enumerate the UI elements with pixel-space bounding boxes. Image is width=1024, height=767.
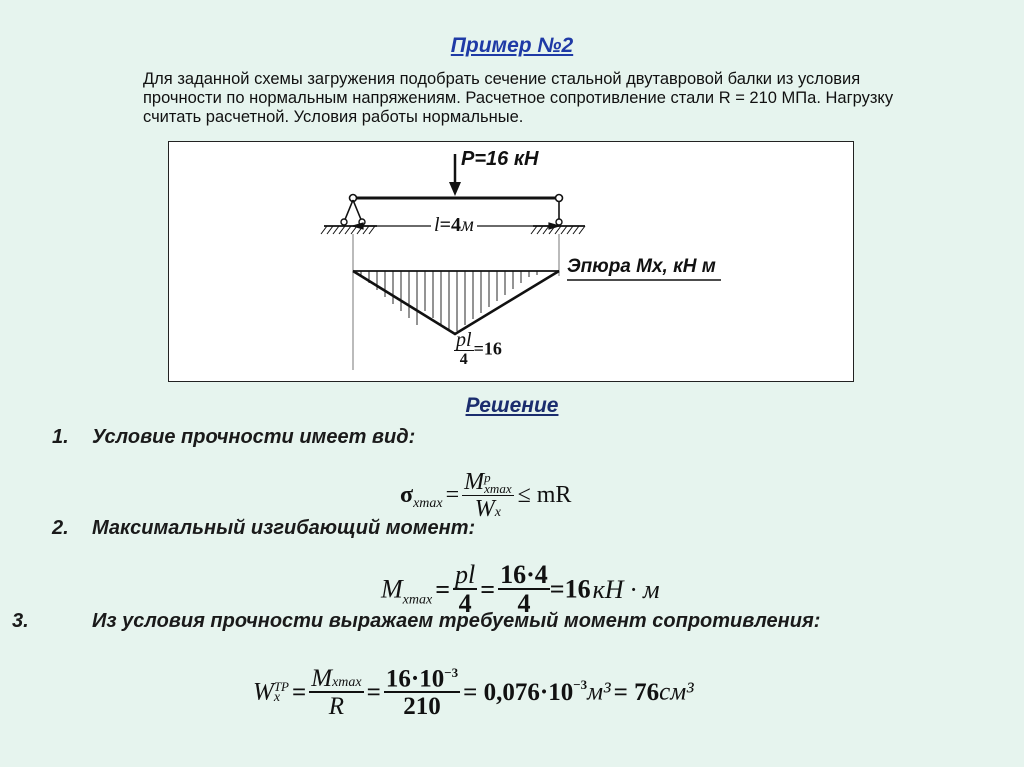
span-value: 4 — [450, 214, 461, 236]
solution-heading: Решение — [465, 394, 559, 417]
f3-unit3: м³ — [587, 678, 611, 706]
sigma-sub: xmax — [413, 496, 443, 512]
step-2-num: 2. — [52, 517, 69, 539]
formula-strength-condition — [400, 470, 571, 521]
f3-unit4: см³ — [659, 678, 694, 706]
epure-label: Эпюра Mx, кН м — [567, 256, 716, 277]
f3-sup: ТР — [273, 678, 289, 694]
f3-W: W — [253, 678, 274, 706]
step-2-text: Максимальный изгибающий момент: — [92, 517, 476, 539]
step-3-num: 3. — [12, 610, 29, 632]
f2-d2: 4 — [517, 589, 531, 618]
beam-diagram — [168, 141, 854, 382]
f2-d1: 4 — [458, 589, 472, 618]
f1-num-sup: p — [484, 469, 491, 485]
f3-eq3: = 0,076·10 — [463, 678, 574, 706]
f3-d2: 210 — [403, 693, 441, 721]
step-3-text: Из условия прочности выражаем требуемый момент сопротивления: — [92, 610, 821, 632]
step-1 — [52, 422, 952, 452]
f3-exp3: −3 — [573, 677, 588, 693]
formula-required-modulus — [253, 666, 694, 719]
load-arrow — [449, 154, 461, 196]
f3-n1-M: M — [311, 665, 333, 693]
max-num: pl — [456, 329, 472, 351]
f2-n1: pl — [455, 560, 476, 589]
f3-eq2: = — [366, 678, 381, 706]
f2-eq1: = — [435, 574, 451, 604]
f2-eq2: = — [480, 574, 496, 604]
max-moment-label — [454, 330, 502, 368]
f2-eq3: =16 — [549, 574, 591, 604]
f1-den-W: W — [474, 496, 495, 523]
max-value: =16 — [473, 338, 502, 359]
left-support — [321, 195, 377, 235]
f3-eq4: = 76 — [613, 678, 660, 706]
max-den: 4 — [459, 351, 468, 368]
span-label — [431, 214, 477, 237]
f2-M: M — [381, 574, 403, 604]
f1-num-M: M — [464, 469, 485, 495]
f1-eq: = — [445, 482, 460, 509]
f3-d1: R — [328, 693, 345, 721]
page-title: Пример №2 — [450, 34, 574, 57]
span-symbol: l — [434, 214, 440, 236]
f1-num-sub: xmax — [484, 481, 512, 497]
load-label: P=16 кН — [461, 148, 539, 170]
sigma-symbol: σ — [400, 482, 414, 509]
formula-max-moment — [381, 562, 660, 617]
beam-schematic — [169, 142, 855, 383]
task-statement: Для заданной схемы загружения подобрать сечение стальной двутавровой балки из условия прочности по нормальным напряжениям. Расчетное сопротивление стали R = 210 МПа. Нагрузку считать расчетной. Условия работы нормальные. — [143, 70, 894, 126]
f3-n2: 16·10 — [385, 665, 445, 693]
f3-n1-sub: xmax — [332, 675, 362, 691]
f1-rhs: ≤ mR — [517, 482, 572, 509]
step-1-text: Условие прочности имеет вид: — [92, 426, 416, 448]
step-1-num: 1. — [52, 426, 69, 448]
f1-den-sub: x — [494, 505, 501, 521]
span-eq: = — [439, 214, 451, 236]
f3-n2-exp: −3 — [444, 665, 459, 680]
f3-eq1: = — [292, 678, 307, 706]
span-unit: м — [460, 214, 474, 236]
f2-unit: кН · м — [592, 574, 660, 604]
f2-sub: xmax — [402, 592, 433, 608]
f3-sub: x — [273, 690, 281, 706]
f2-n2: 16·4 — [500, 560, 548, 589]
moment-epure — [353, 271, 721, 334]
right-support — [531, 195, 585, 235]
